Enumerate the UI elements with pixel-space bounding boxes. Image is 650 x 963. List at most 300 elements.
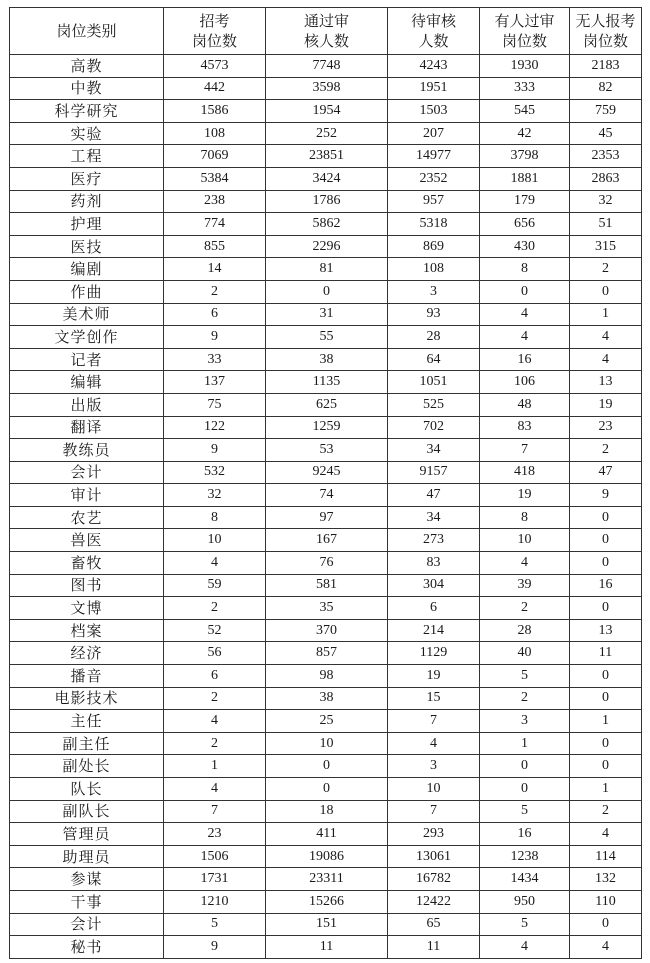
category-cell: 文学创作 bbox=[10, 326, 164, 349]
positions-cell: 2 bbox=[164, 687, 266, 710]
table-row bbox=[10, 122, 642, 145]
pending-cell: 3 bbox=[388, 755, 480, 778]
no-applicants-cell: 23 bbox=[570, 416, 642, 439]
table-row bbox=[10, 529, 642, 552]
no-applicants-cell: 51 bbox=[570, 213, 642, 236]
category-cell: 参谋 bbox=[10, 868, 164, 891]
no-applicants-cell: 16 bbox=[570, 574, 642, 597]
positions-cell: 5384 bbox=[164, 167, 266, 190]
pending-cell: 4 bbox=[388, 732, 480, 755]
category-cell: 审计 bbox=[10, 484, 164, 507]
positions-cell: 6 bbox=[164, 303, 266, 326]
with-approved-cell: 656 bbox=[480, 213, 570, 236]
header-text-line: 岗位数 bbox=[582, 32, 628, 50]
category-cell: 教练员 bbox=[10, 439, 164, 462]
approved-cell: 0 bbox=[266, 778, 388, 801]
table-row bbox=[10, 303, 642, 326]
approved-cell: 38 bbox=[266, 348, 388, 371]
pending-cell: 9157 bbox=[388, 461, 480, 484]
table-row bbox=[10, 167, 642, 190]
no-applicants-cell: 0 bbox=[570, 552, 642, 575]
header-category bbox=[10, 8, 164, 55]
approved-cell: 0 bbox=[266, 280, 388, 303]
no-applicants-cell: 132 bbox=[570, 868, 642, 891]
table-row bbox=[10, 326, 642, 349]
approved-cell: 7748 bbox=[266, 55, 388, 78]
with-approved-cell: 5 bbox=[480, 800, 570, 823]
header-text-line: 通过审 bbox=[303, 12, 349, 30]
positions-cell: 7069 bbox=[164, 145, 266, 168]
with-approved-cell: 5 bbox=[480, 913, 570, 936]
positions-cell: 2 bbox=[164, 280, 266, 303]
with-approved-cell: 4 bbox=[480, 326, 570, 349]
with-approved-cell: 8 bbox=[480, 258, 570, 281]
header-pending bbox=[388, 8, 480, 55]
no-applicants-cell: 1 bbox=[570, 303, 642, 326]
pending-cell: 12422 bbox=[388, 890, 480, 913]
positions-cell: 33 bbox=[164, 348, 266, 371]
header-text-line: 岗位数 bbox=[501, 32, 547, 50]
pending-cell: 34 bbox=[388, 439, 480, 462]
header-positions bbox=[164, 8, 266, 55]
category-cell: 会计 bbox=[10, 913, 164, 936]
approved-cell: 411 bbox=[266, 823, 388, 846]
header-text-line: 岗位类别 bbox=[56, 22, 117, 40]
with-approved-cell: 4 bbox=[480, 303, 570, 326]
table-row bbox=[10, 213, 642, 236]
with-approved-cell: 430 bbox=[480, 235, 570, 258]
category-cell: 出版 bbox=[10, 393, 164, 416]
no-applicants-cell: 32 bbox=[570, 190, 642, 213]
positions-cell: 52 bbox=[164, 619, 266, 642]
table-row bbox=[10, 800, 642, 823]
no-applicants-cell: 0 bbox=[570, 280, 642, 303]
pending-cell: 28 bbox=[388, 326, 480, 349]
pending-cell: 34 bbox=[388, 506, 480, 529]
approved-cell: 31 bbox=[266, 303, 388, 326]
header-text-line: 岗位数 bbox=[191, 32, 237, 50]
positions-cell: 5 bbox=[164, 913, 266, 936]
category-cell: 主任 bbox=[10, 710, 164, 733]
with-approved-cell: 0 bbox=[480, 755, 570, 778]
table-row bbox=[10, 348, 642, 371]
header-text-line: 待审核 bbox=[410, 12, 456, 30]
positions-cell: 59 bbox=[164, 574, 266, 597]
pending-cell: 207 bbox=[388, 122, 480, 145]
approved-cell: 1786 bbox=[266, 190, 388, 213]
positions-cell: 75 bbox=[164, 393, 266, 416]
category-cell: 记者 bbox=[10, 348, 164, 371]
table-header bbox=[10, 8, 642, 55]
pending-cell: 957 bbox=[388, 190, 480, 213]
table-row bbox=[10, 665, 642, 688]
category-cell: 文博 bbox=[10, 597, 164, 620]
header-text-line: 无人报考 bbox=[575, 12, 636, 30]
category-cell: 美术师 bbox=[10, 303, 164, 326]
positions-cell: 122 bbox=[164, 416, 266, 439]
table-row bbox=[10, 642, 642, 665]
no-applicants-cell: 13 bbox=[570, 619, 642, 642]
pending-cell: 6 bbox=[388, 597, 480, 620]
table-row bbox=[10, 574, 642, 597]
pending-cell: 65 bbox=[388, 913, 480, 936]
no-applicants-cell: 2353 bbox=[570, 145, 642, 168]
with-approved-cell: 1434 bbox=[480, 868, 570, 891]
approved-cell: 74 bbox=[266, 484, 388, 507]
pending-cell: 15 bbox=[388, 687, 480, 710]
no-applicants-cell: 2863 bbox=[570, 167, 642, 190]
positions-cell: 4573 bbox=[164, 55, 266, 78]
positions-cell: 56 bbox=[164, 642, 266, 665]
approved-cell: 3598 bbox=[266, 77, 388, 100]
no-applicants-cell: 315 bbox=[570, 235, 642, 258]
no-applicants-cell: 4 bbox=[570, 936, 642, 959]
approved-cell: 55 bbox=[266, 326, 388, 349]
no-applicants-cell: 4 bbox=[570, 823, 642, 846]
table-row bbox=[10, 619, 642, 642]
category-cell: 副主任 bbox=[10, 732, 164, 755]
approved-cell: 581 bbox=[266, 574, 388, 597]
approved-cell: 35 bbox=[266, 597, 388, 620]
no-applicants-cell: 13 bbox=[570, 371, 642, 394]
positions-cell: 4 bbox=[164, 710, 266, 733]
with-approved-cell: 1238 bbox=[480, 845, 570, 868]
table-row bbox=[10, 258, 642, 281]
with-approved-cell: 333 bbox=[480, 77, 570, 100]
pending-cell: 304 bbox=[388, 574, 480, 597]
pending-cell: 273 bbox=[388, 529, 480, 552]
header-text-line: 招考 bbox=[199, 12, 230, 30]
category-cell: 经济 bbox=[10, 642, 164, 665]
approved-cell: 252 bbox=[266, 122, 388, 145]
table-row bbox=[10, 145, 642, 168]
category-cell: 图书 bbox=[10, 574, 164, 597]
approved-cell: 3424 bbox=[266, 167, 388, 190]
category-cell: 编剧 bbox=[10, 258, 164, 281]
pending-cell: 1503 bbox=[388, 100, 480, 123]
header-text-line: 有人过审 bbox=[494, 12, 555, 30]
table-row bbox=[10, 100, 642, 123]
pending-cell: 14977 bbox=[388, 145, 480, 168]
pending-cell: 7 bbox=[388, 800, 480, 823]
approved-cell: 98 bbox=[266, 665, 388, 688]
category-cell: 编辑 bbox=[10, 371, 164, 394]
table-row bbox=[10, 190, 642, 213]
positions-cell: 32 bbox=[164, 484, 266, 507]
no-applicants-cell: 0 bbox=[570, 529, 642, 552]
no-applicants-cell: 0 bbox=[570, 755, 642, 778]
category-cell: 副处长 bbox=[10, 755, 164, 778]
category-cell: 干事 bbox=[10, 890, 164, 913]
no-applicants-cell: 0 bbox=[570, 665, 642, 688]
table-row bbox=[10, 710, 642, 733]
pending-cell: 293 bbox=[388, 823, 480, 846]
approved-cell: 76 bbox=[266, 552, 388, 575]
positions-cell: 137 bbox=[164, 371, 266, 394]
approved-cell: 857 bbox=[266, 642, 388, 665]
approved-cell: 23851 bbox=[266, 145, 388, 168]
category-cell: 科学研究 bbox=[10, 100, 164, 123]
no-applicants-cell: 759 bbox=[570, 100, 642, 123]
with-approved-cell: 40 bbox=[480, 642, 570, 665]
pending-cell: 4243 bbox=[388, 55, 480, 78]
with-approved-cell: 5 bbox=[480, 665, 570, 688]
category-cell: 副队长 bbox=[10, 800, 164, 823]
approved-cell: 15266 bbox=[266, 890, 388, 913]
with-approved-cell: 48 bbox=[480, 393, 570, 416]
no-applicants-cell: 45 bbox=[570, 122, 642, 145]
category-cell: 医疗 bbox=[10, 167, 164, 190]
category-cell: 畜牧 bbox=[10, 552, 164, 575]
with-approved-cell: 3 bbox=[480, 710, 570, 733]
table-row bbox=[10, 845, 642, 868]
positions-cell: 4 bbox=[164, 552, 266, 575]
pending-cell: 1951 bbox=[388, 77, 480, 100]
no-applicants-cell: 0 bbox=[570, 597, 642, 620]
category-cell: 医技 bbox=[10, 235, 164, 258]
positions-cell: 4 bbox=[164, 778, 266, 801]
positions-cell: 1506 bbox=[164, 845, 266, 868]
approved-cell: 81 bbox=[266, 258, 388, 281]
no-applicants-cell: 0 bbox=[570, 732, 642, 755]
no-applicants-cell: 110 bbox=[570, 890, 642, 913]
no-applicants-cell: 2 bbox=[570, 800, 642, 823]
positions-cell: 108 bbox=[164, 122, 266, 145]
category-cell: 作曲 bbox=[10, 280, 164, 303]
approved-cell: 25 bbox=[266, 710, 388, 733]
positions-cell: 6 bbox=[164, 665, 266, 688]
table-row bbox=[10, 371, 642, 394]
category-cell: 实验 bbox=[10, 122, 164, 145]
pending-cell: 5318 bbox=[388, 213, 480, 236]
category-cell: 播音 bbox=[10, 665, 164, 688]
pending-cell: 93 bbox=[388, 303, 480, 326]
approved-cell: 370 bbox=[266, 619, 388, 642]
positions-cell: 1586 bbox=[164, 100, 266, 123]
table-row bbox=[10, 823, 642, 846]
with-approved-cell: 7 bbox=[480, 439, 570, 462]
table-row bbox=[10, 755, 642, 778]
table-row bbox=[10, 484, 642, 507]
no-applicants-cell: 2 bbox=[570, 439, 642, 462]
pending-cell: 214 bbox=[388, 619, 480, 642]
positions-cell: 8 bbox=[164, 506, 266, 529]
with-approved-cell: 4 bbox=[480, 936, 570, 959]
table-row bbox=[10, 77, 642, 100]
positions-cell: 23 bbox=[164, 823, 266, 846]
table-body bbox=[10, 55, 642, 959]
header-with-approved bbox=[480, 8, 570, 55]
with-approved-cell: 1930 bbox=[480, 55, 570, 78]
pending-cell: 11 bbox=[388, 936, 480, 959]
positions-cell: 1731 bbox=[164, 868, 266, 891]
with-approved-cell: 39 bbox=[480, 574, 570, 597]
no-applicants-cell: 82 bbox=[570, 77, 642, 100]
pending-cell: 525 bbox=[388, 393, 480, 416]
table-row bbox=[10, 732, 642, 755]
positions-cell: 442 bbox=[164, 77, 266, 100]
positions-cell: 7 bbox=[164, 800, 266, 823]
positions-cell: 1 bbox=[164, 755, 266, 778]
with-approved-cell: 16 bbox=[480, 348, 570, 371]
with-approved-cell: 545 bbox=[480, 100, 570, 123]
category-cell: 助理员 bbox=[10, 845, 164, 868]
with-approved-cell: 418 bbox=[480, 461, 570, 484]
category-cell: 翻译 bbox=[10, 416, 164, 439]
approved-cell: 625 bbox=[266, 393, 388, 416]
table-row bbox=[10, 778, 642, 801]
approved-cell: 2296 bbox=[266, 235, 388, 258]
pending-cell: 1129 bbox=[388, 642, 480, 665]
with-approved-cell: 950 bbox=[480, 890, 570, 913]
with-approved-cell: 179 bbox=[480, 190, 570, 213]
no-applicants-cell: 1 bbox=[570, 710, 642, 733]
approved-cell: 18 bbox=[266, 800, 388, 823]
table-row bbox=[10, 868, 642, 891]
with-approved-cell: 83 bbox=[480, 416, 570, 439]
positions-cell: 2 bbox=[164, 597, 266, 620]
category-cell: 秘书 bbox=[10, 936, 164, 959]
with-approved-cell: 1 bbox=[480, 732, 570, 755]
table-row bbox=[10, 687, 642, 710]
positions-cell: 774 bbox=[164, 213, 266, 236]
pending-cell: 869 bbox=[388, 235, 480, 258]
positions-cell: 238 bbox=[164, 190, 266, 213]
table-row bbox=[10, 416, 642, 439]
no-applicants-cell: 47 bbox=[570, 461, 642, 484]
no-applicants-cell: 0 bbox=[570, 687, 642, 710]
pending-cell: 7 bbox=[388, 710, 480, 733]
category-cell: 管理员 bbox=[10, 823, 164, 846]
pending-cell: 64 bbox=[388, 348, 480, 371]
header-text-line: 人数 bbox=[418, 32, 449, 50]
category-cell: 工程 bbox=[10, 145, 164, 168]
category-cell: 农艺 bbox=[10, 506, 164, 529]
approved-cell: 97 bbox=[266, 506, 388, 529]
with-approved-cell: 2 bbox=[480, 687, 570, 710]
header-approved bbox=[266, 8, 388, 55]
recruitment-stats-table bbox=[9, 7, 642, 959]
with-approved-cell: 16 bbox=[480, 823, 570, 846]
positions-cell: 14 bbox=[164, 258, 266, 281]
positions-cell: 10 bbox=[164, 529, 266, 552]
with-approved-cell: 0 bbox=[480, 280, 570, 303]
no-applicants-cell: 4 bbox=[570, 326, 642, 349]
document-page bbox=[9, 7, 642, 959]
table-row bbox=[10, 597, 642, 620]
with-approved-cell: 2 bbox=[480, 597, 570, 620]
category-cell: 高教 bbox=[10, 55, 164, 78]
no-applicants-cell: 114 bbox=[570, 845, 642, 868]
table-row bbox=[10, 936, 642, 959]
with-approved-cell: 1881 bbox=[480, 167, 570, 190]
no-applicants-cell: 19 bbox=[570, 393, 642, 416]
no-applicants-cell: 0 bbox=[570, 506, 642, 529]
pending-cell: 108 bbox=[388, 258, 480, 281]
positions-cell: 2 bbox=[164, 732, 266, 755]
approved-cell: 5862 bbox=[266, 213, 388, 236]
with-approved-cell: 3798 bbox=[480, 145, 570, 168]
category-cell: 电影技术 bbox=[10, 687, 164, 710]
with-approved-cell: 10 bbox=[480, 529, 570, 552]
pending-cell: 16782 bbox=[388, 868, 480, 891]
approved-cell: 1135 bbox=[266, 371, 388, 394]
no-applicants-cell: 0 bbox=[570, 913, 642, 936]
approved-cell: 38 bbox=[266, 687, 388, 710]
no-applicants-cell: 11 bbox=[570, 642, 642, 665]
table-row bbox=[10, 552, 642, 575]
approved-cell: 1954 bbox=[266, 100, 388, 123]
positions-cell: 1210 bbox=[164, 890, 266, 913]
with-approved-cell: 28 bbox=[480, 619, 570, 642]
table-row bbox=[10, 55, 642, 78]
category-cell: 药剂 bbox=[10, 190, 164, 213]
approved-cell: 19086 bbox=[266, 845, 388, 868]
approved-cell: 1259 bbox=[266, 416, 388, 439]
approved-cell: 53 bbox=[266, 439, 388, 462]
approved-cell: 0 bbox=[266, 755, 388, 778]
table-row bbox=[10, 393, 642, 416]
pending-cell: 83 bbox=[388, 552, 480, 575]
table-row bbox=[10, 890, 642, 913]
no-applicants-cell: 1 bbox=[570, 778, 642, 801]
table-row bbox=[10, 280, 642, 303]
positions-cell: 9 bbox=[164, 326, 266, 349]
header-no-applicants bbox=[570, 8, 642, 55]
pending-cell: 3 bbox=[388, 280, 480, 303]
positions-cell: 9 bbox=[164, 936, 266, 959]
header-row bbox=[10, 8, 642, 55]
with-approved-cell: 8 bbox=[480, 506, 570, 529]
approved-cell: 23311 bbox=[266, 868, 388, 891]
with-approved-cell: 0 bbox=[480, 778, 570, 801]
pending-cell: 702 bbox=[388, 416, 480, 439]
positions-cell: 532 bbox=[164, 461, 266, 484]
category-cell: 中教 bbox=[10, 77, 164, 100]
pending-cell: 47 bbox=[388, 484, 480, 507]
approved-cell: 11 bbox=[266, 936, 388, 959]
with-approved-cell: 42 bbox=[480, 122, 570, 145]
pending-cell: 2352 bbox=[388, 167, 480, 190]
approved-cell: 151 bbox=[266, 913, 388, 936]
table-row bbox=[10, 461, 642, 484]
no-applicants-cell: 9 bbox=[570, 484, 642, 507]
table-row bbox=[10, 506, 642, 529]
approved-cell: 9245 bbox=[266, 461, 388, 484]
no-applicants-cell: 2 bbox=[570, 258, 642, 281]
pending-cell: 13061 bbox=[388, 845, 480, 868]
positions-cell: 855 bbox=[164, 235, 266, 258]
no-applicants-cell: 2183 bbox=[570, 55, 642, 78]
with-approved-cell: 19 bbox=[480, 484, 570, 507]
table-row bbox=[10, 439, 642, 462]
table-row bbox=[10, 913, 642, 936]
table-row bbox=[10, 235, 642, 258]
pending-cell: 10 bbox=[388, 778, 480, 801]
category-cell: 会计 bbox=[10, 461, 164, 484]
category-cell: 队长 bbox=[10, 778, 164, 801]
approved-cell: 167 bbox=[266, 529, 388, 552]
positions-cell: 9 bbox=[164, 439, 266, 462]
pending-cell: 1051 bbox=[388, 371, 480, 394]
category-cell: 档案 bbox=[10, 619, 164, 642]
with-approved-cell: 106 bbox=[480, 371, 570, 394]
no-applicants-cell: 4 bbox=[570, 348, 642, 371]
category-cell: 护理 bbox=[10, 213, 164, 236]
header-text-line: 核人数 bbox=[303, 32, 349, 50]
category-cell: 兽医 bbox=[10, 529, 164, 552]
with-approved-cell: 4 bbox=[480, 552, 570, 575]
